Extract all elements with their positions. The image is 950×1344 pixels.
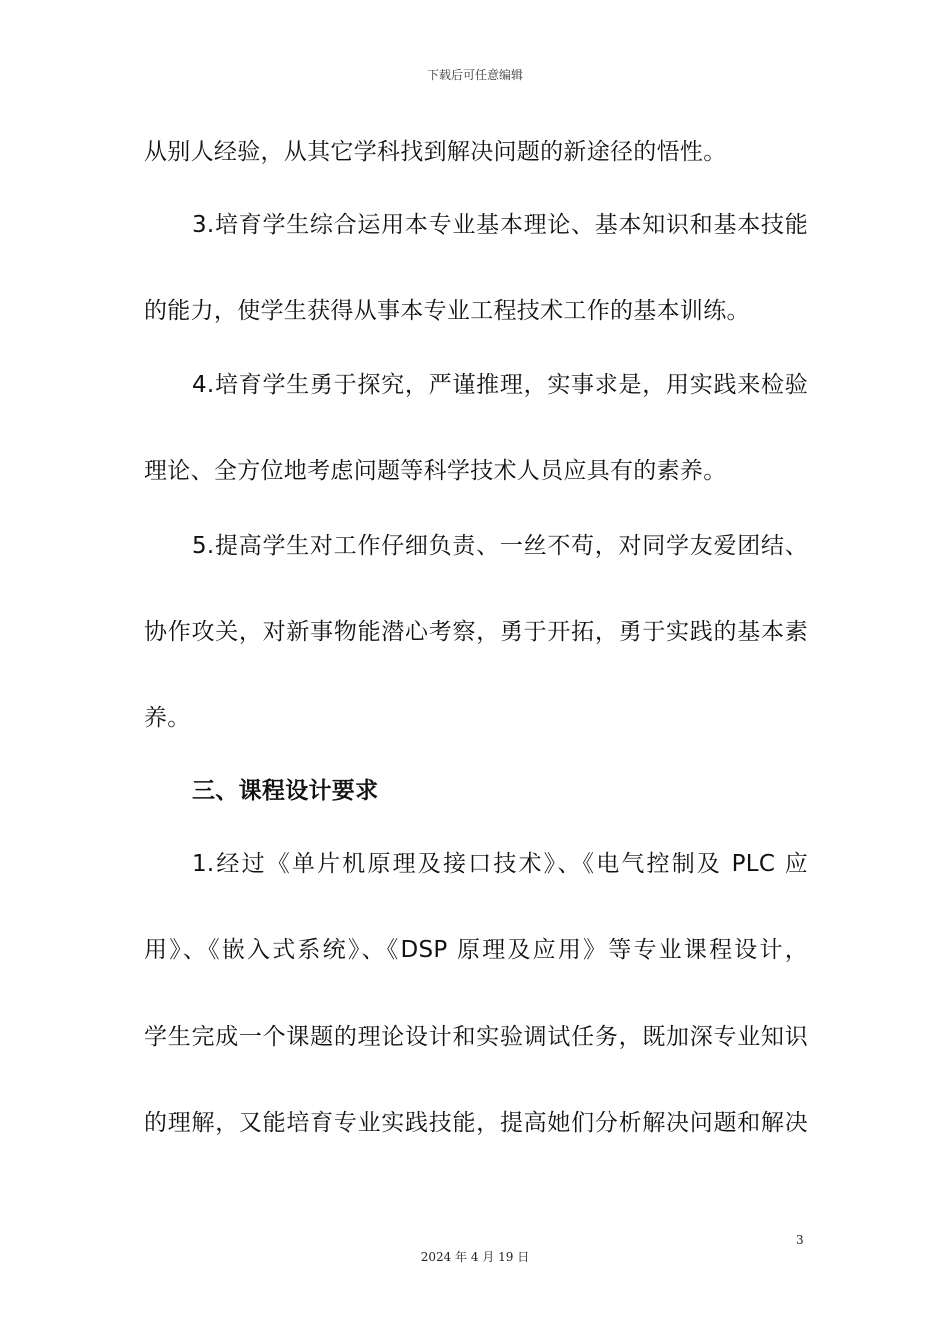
paragraph-line: 5.提高学生对工作仔细负责、一丝不苟，对同学友爱团结、: [192, 533, 808, 559]
paragraph-line: 理论、全方位地考虑问题等科学技术人员应具有的素养。: [144, 458, 727, 484]
footer-date: 2024 年 4 月 19 日: [420, 1250, 530, 1264]
paragraph-line: 协作攻关，对新事物能潜心考察，勇于开拓，勇于实践的基本素: [144, 619, 808, 645]
paragraph-line: 1.经过《单片机原理及接口技术》、《电气控制及 PLC 应: [192, 851, 808, 877]
page-header: 下载后可任意编辑: [426, 68, 523, 82]
paragraph-line: 学生完成一个课题的理论设计和实验调试任务，既加深专业知识: [144, 1024, 808, 1050]
paragraph-line: 的能力，使学生获得从事本专业工程技术工作的基本训练。: [144, 298, 750, 324]
paragraph-line: 4.培育学生勇于探究，严谨推理，实事求是，用实践来检验: [192, 372, 808, 398]
paragraph-line: 用》、《嵌入式系统》、《DSP 原理及应用》等专业课程设计，: [144, 937, 808, 963]
page-number: 3: [796, 1233, 804, 1247]
paragraph-line: 养。: [144, 705, 191, 731]
section-heading: 三、课程设计要求: [192, 778, 379, 804]
paragraph-line: 3.培育学生综合运用本专业基本理论、基本知识和基本技能: [192, 212, 808, 238]
paragraph-line: 的理解，又能培育专业实践技能，提高她们分析解决问题和解决: [144, 1110, 808, 1136]
paragraph-line: 从别人经验，从其它学科找到解决问题的新途径的悟性。: [144, 139, 727, 165]
